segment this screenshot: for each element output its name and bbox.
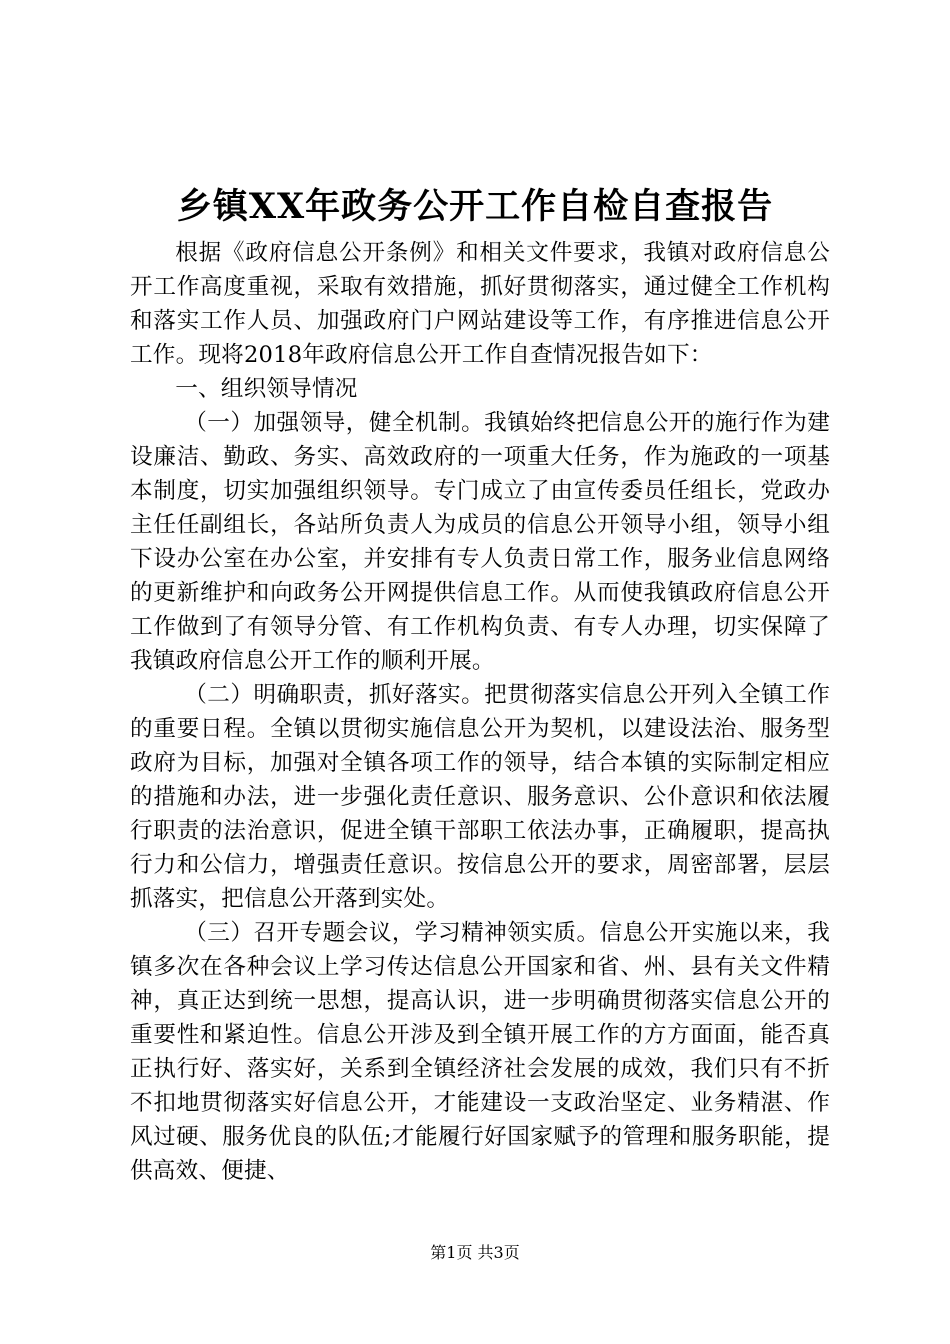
subsection-paragraph-3: （三）召开专题会议，学习精神领实质。信息公开实施以来，我镇多次在各种会议上学习传达信息公开国家和省、州、县有关文件精神，真正达到统一思想，提高认识，进一步明确贯彻落实信息公开的重要性和紧迫性。信息公开涉及到全镇开展工作的方方面面，能否真正执行好、落实好，关系到全镇经济社会发展的成效，我们只有不折不扣地贯彻落实好信息公开，才能建设一支政治坚定、业务精湛、作风过硬、服务优良的队伍;才能履行好国家赋予的管理和服务职能，提供高效、便捷、: [130, 920, 830, 1184]
document-body: [130, 236, 830, 1188]
document-title: 乡镇XX年政务公开工作自检自查报告: [176, 186, 774, 227]
subsection-paragraph-1: （一）加强领导，健全机制。我镇始终把信息公开的施行作为建设廉洁、勤政、务实、高效政府的一项重大任务，作为施政的一项基本制度，切实加强组织领导。专门成立了由宣传委员任组长，党政办主任任副组长，各站所负责人为成员的信息公开领导小组，领导小组下设办公室在办公室，并安排有专人负责日常工作，服务业信息网络的更新维护和向政务公开网提供信息工作。从而使我镇政府信息公开工作做到了有领导分管、有工作机构负责、有专人办理，切实保障了我镇政府信息公开工作的顺利开展。: [130, 410, 830, 674]
page-footer: 第1页 共3页: [430, 1243, 520, 1262]
section-heading: 一、组织领导情况: [175, 376, 358, 402]
subsection-paragraph-2: （二）明确职责，抓好落实。把贯彻落实信息公开列入全镇工作的重要日程。全镇以贯彻实施信息公开为契机，以建设法治、服务型政府为目标，加强对全镇各项工作的领导，结合本镇的实际制定相应的措施和办法，进一步强化责任意识、服务意识、公仆意识和依法履行职责的法治意识，促进全镇干部职工依法办事，正确履职，提高执行力和公信力，增强责任意识。按信息公开的要求，周密部署，层层抓落实，把信息公开落到实处。: [130, 682, 830, 912]
intro-paragraph: 根据《政府信息公开条例》和相关文件要求，我镇对政府信息公开工作高度重视，采取有效措施，抓好贯彻落实，通过健全工作机构和落实工作人员、加强政府门户网站建设等工作，有序推进信息公开工作。现将2018年政府信息公开工作自查情况报告如下：: [130, 240, 830, 368]
